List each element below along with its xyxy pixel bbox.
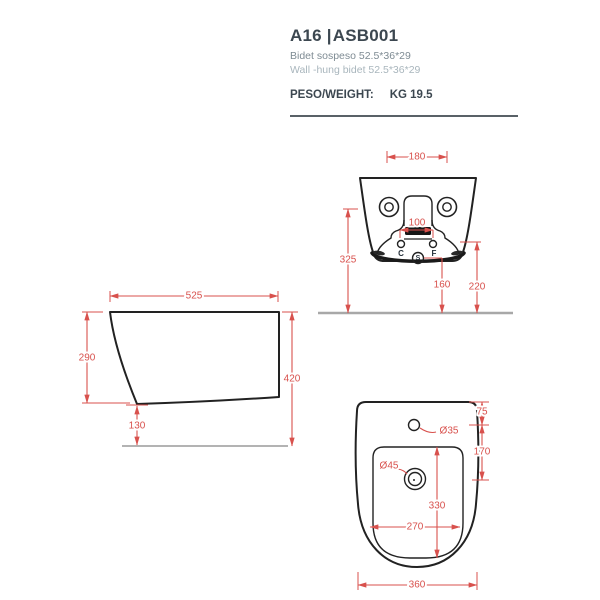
subtitle-italian: Bidet sospeso 52.5*36*29 bbox=[290, 50, 411, 62]
subtitle-english: Wall -hung bidet 52.5*36*29 bbox=[290, 64, 421, 76]
svg-text:180: 180 bbox=[408, 151, 426, 163]
dim-front-drain-height bbox=[424, 258, 451, 313]
mounting-hole-left bbox=[380, 198, 399, 217]
cold-water-label: C bbox=[398, 249, 404, 258]
svg-text:100: 100 bbox=[408, 217, 426, 229]
dim-front-left-height bbox=[340, 209, 358, 313]
svg-text:325: 325 bbox=[339, 254, 357, 266]
dim-side-clearance bbox=[126, 405, 148, 445]
weight-value: KG 19.5 bbox=[389, 89, 433, 101]
front-view bbox=[318, 151, 513, 313]
title-divider: | bbox=[326, 26, 332, 45]
svg-text:160: 160 bbox=[433, 279, 451, 291]
hot-water-label: F bbox=[431, 249, 437, 258]
drain-center-mark bbox=[413, 479, 415, 481]
weight-label: PESO/WEIGHT: bbox=[290, 89, 374, 101]
svg-text:270: 270 bbox=[406, 521, 424, 533]
dim-top-total-width bbox=[358, 572, 477, 591]
svg-text:330: 330 bbox=[428, 500, 446, 512]
dim-side-total-height bbox=[282, 312, 301, 446]
top-view bbox=[356, 402, 491, 591]
svg-text:75: 75 bbox=[476, 406, 488, 418]
bidet-body-side bbox=[110, 312, 279, 404]
product-model: A16 bbox=[290, 26, 322, 45]
drain-label: S bbox=[415, 255, 421, 262]
drain-hole-label: Ø45 bbox=[379, 460, 399, 472]
svg-text:290: 290 bbox=[78, 352, 96, 364]
svg-text:170: 170 bbox=[473, 446, 491, 458]
dim-front-top-width bbox=[387, 151, 447, 163]
dim-side-depth bbox=[110, 291, 278, 303]
product-code: ASB001 bbox=[332, 26, 399, 45]
svg-text:130: 130 bbox=[128, 420, 146, 432]
side-view bbox=[79, 291, 301, 447]
svg-text:420: 420 bbox=[283, 373, 301, 385]
svg-text:525: 525 bbox=[185, 290, 203, 302]
svg-text:360: 360 bbox=[408, 579, 426, 591]
mounting-hole-right bbox=[438, 198, 457, 217]
faucet-hole-label: Ø35 bbox=[439, 425, 459, 437]
svg-text:220: 220 bbox=[468, 281, 486, 293]
